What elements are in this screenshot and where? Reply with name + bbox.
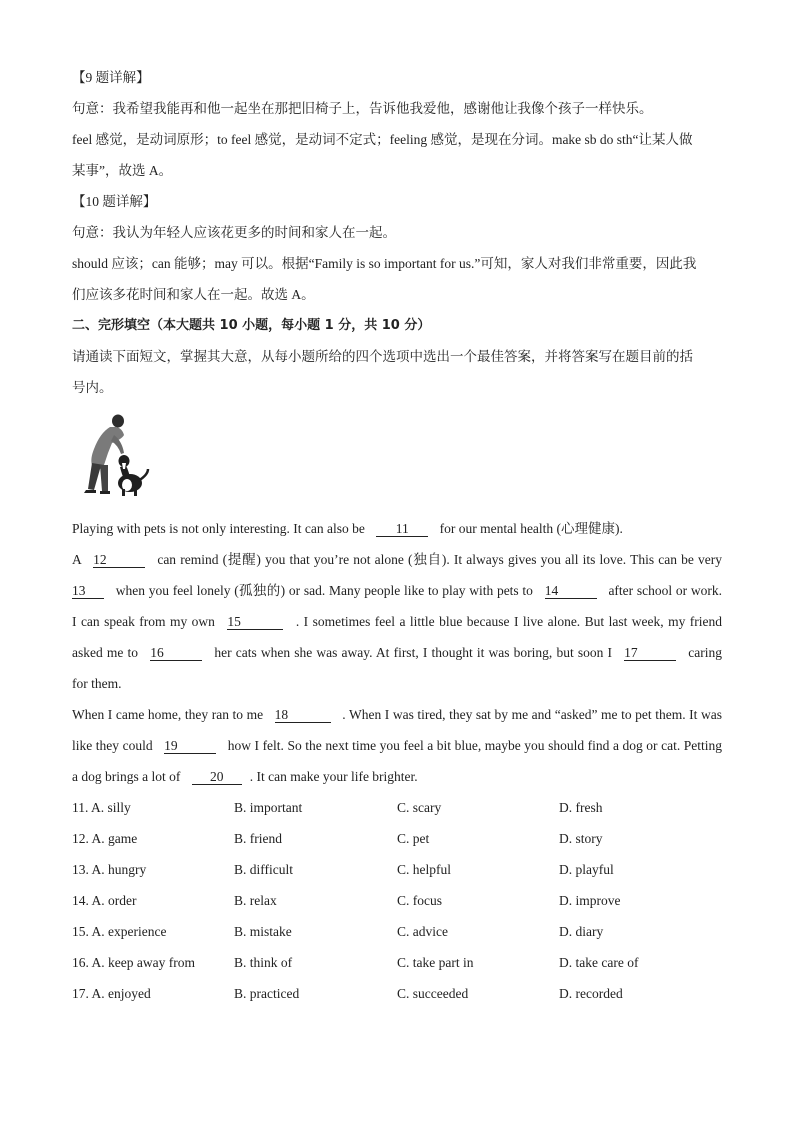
q9-header: 【9 题详解】 <box>72 70 150 85</box>
blank-15: 15 <box>227 614 283 630</box>
option-row-15 <box>72 916 722 947</box>
option-d: D. fresh <box>559 800 603 815</box>
option-row-13 <box>72 854 722 885</box>
option-c: C. helpful <box>397 862 451 877</box>
option-c: C. succeeded <box>397 986 469 1001</box>
option-d: D. diary <box>559 924 604 939</box>
option-c: C. take part in <box>397 955 474 970</box>
passage-p2-line3: I can speak from my own 15 . I sometimes feel a little blue because I live alone. But last week, my friend <box>72 614 723 629</box>
q10-explanation-line1: should 应该；can 能够；may 可以。根据“Family is so important for us.”可知，家人对我们非常重要，因此我 <box>72 256 697 271</box>
passage-p3-line3: a dog brings a lot of 20 . It can make your life brighter. <box>72 769 418 784</box>
blank-12: 12 <box>93 552 145 568</box>
q10-meaning: 句意：我认为年轻人应该花更多的时间和家人在一起。 <box>72 225 396 240</box>
option-row-14 <box>72 885 722 916</box>
passage-p3-line2: like they could 19 how I felt. So the next time you feel a bit blue, maybe you should find a dog or cat. Petting <box>72 738 723 753</box>
man-playing-with-dog-icon <box>78 413 158 497</box>
option-row-11 <box>72 792 722 823</box>
passage-p2-line5: for them. <box>72 676 122 691</box>
option-d: D. story <box>559 831 603 846</box>
option-a: 16. A. keep away from <box>72 955 195 970</box>
option-row-16 <box>72 947 722 978</box>
blank-17: 17 <box>624 645 676 661</box>
blank-19: 19 <box>164 738 216 754</box>
section-instructions-line1: 请通读下面短文，掌握其大意，从每小题所给的四个选项中选出一个最佳答案，并将答案写在题目前的括 <box>72 349 693 364</box>
option-a: 14. A. order <box>72 893 137 908</box>
passage <box>72 513 722 792</box>
option-a: 11. A. silly <box>72 800 131 815</box>
passage-p3-line1: When I came home, they ran to me 18 . When I was tired, they sat by me and “asked” me to pet them. It was <box>72 707 722 722</box>
section-instructions-line2: 号内。 <box>72 380 113 395</box>
option-row-17 <box>72 978 722 1009</box>
passage-p1: Playing with pets is not only interesting. It can also be 11 for our mental health (心理健康). <box>72 521 623 536</box>
option-c: C. advice <box>397 924 448 939</box>
q10-header: 【10 题详解】 <box>72 194 157 209</box>
passage-p2-line4: asked me to 16 her cats when she was away. At first, I thought it was boring, but soon I 17 caring <box>72 645 723 660</box>
option-d: D. recorded <box>559 986 623 1001</box>
blank-20: 20 <box>192 769 242 785</box>
document-page <box>72 62 722 1009</box>
option-b: B. difficult <box>234 862 293 877</box>
options-list <box>72 792 722 1009</box>
option-b: B. friend <box>234 831 282 846</box>
option-d: D. improve <box>559 893 621 908</box>
option-d: D. playful <box>559 862 614 877</box>
section-title: 二、完形填空（本大题共 10 小题，每小题 1 分，共 10 分） <box>72 318 431 333</box>
blank-11: 11 <box>376 521 428 537</box>
q9-explanation-line2: 某事”，故选 A。 <box>72 163 173 178</box>
passage-p2-line1: A 12 can remind (提醒) you that you’re not alone (独自). It always gives you all its love. This can be very <box>72 552 723 567</box>
blank-14: 14 <box>545 583 597 599</box>
passage-p2-line2: 13 when you feel lonely (孤独的) or sad. Many people like to play with pets to 14 after school or work. <box>72 583 723 598</box>
option-c: C. scary <box>397 800 442 815</box>
option-c: C. pet <box>397 831 430 846</box>
option-b: B. important <box>234 800 303 815</box>
option-a: 13. A. hungry <box>72 862 147 877</box>
option-b: B. think of <box>234 955 293 970</box>
option-c: C. focus <box>397 893 442 908</box>
blank-18: 18 <box>275 707 331 723</box>
option-b: B. mistake <box>234 924 292 939</box>
option-a: 12. A. game <box>72 831 138 846</box>
blank-13: 13 <box>72 583 104 599</box>
blank-16: 16 <box>150 645 202 661</box>
q9-explanation-line1: feel 感觉，是动词原形；to feel 感觉，是动词不定式；feeling 感觉，是现在分词。make sb do sth“让某人做 <box>72 132 693 147</box>
option-d: D. take care of <box>559 955 639 970</box>
q10-explanation-line2: 们应该多花时间和家人在一起。故选 A。 <box>72 287 315 302</box>
option-b: B. practiced <box>234 986 300 1001</box>
q9-meaning: 句意：我希望我能再和他一起坐在那把旧椅子上，告诉他我爱他，感谢他让我像个孩子一样快乐。 <box>72 101 653 116</box>
option-row-12 <box>72 823 722 854</box>
option-b: B. relax <box>234 893 277 908</box>
option-a: 15. A. experience <box>72 924 167 939</box>
option-a: 17. A. enjoyed <box>72 986 151 1001</box>
